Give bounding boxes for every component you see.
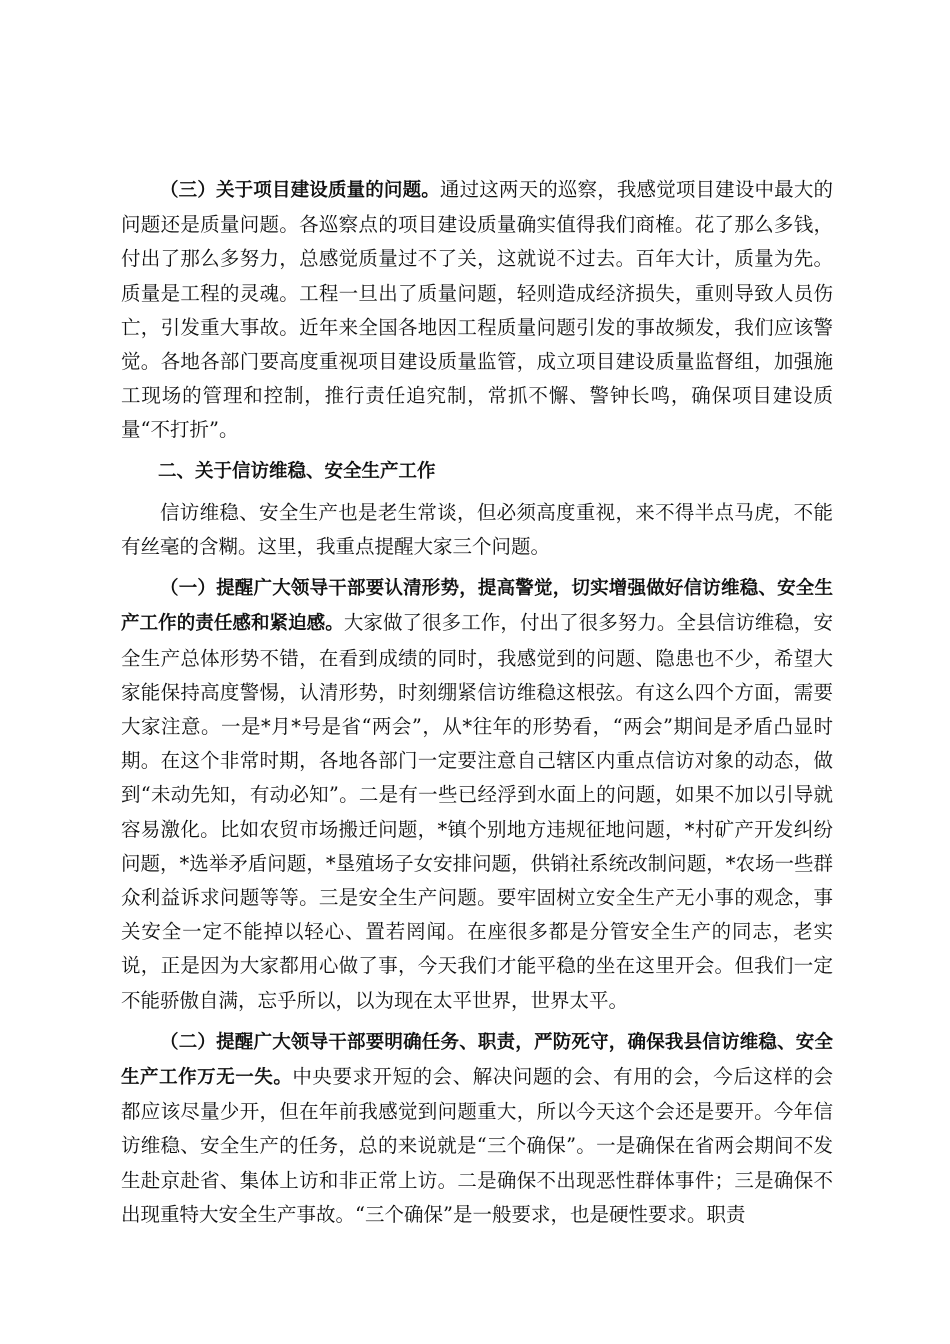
paragraph-text: 通过这两天的巡察，我感觉项目建设中最大的问题还是质量问题。各巡察点的项目建设质量确实值得我们商榷。花了那么多钱，付出了那么多努力，总感觉质量过不了关，这就说不过去。百年大计，质量为先。质量是工程的灵魂。工程一旦出了质量问题，轻则造成经济损失，重则导致人员伤亡，引发重大事故。近年来全国各地因工程质量问题引发的事故频发，我们应该警觉。各地各部门要高度重视项目建设质量监管，成立项目建设质量监督组，加强施工现场的管理和控制，推行责任追究制，常抓不懈、警钟长鸣，确保项目建设质量“不打折”。 (121, 178, 833, 442)
paragraph-text: 大家做了很多工作，付出了很多努力。全县信访维稳，安全生产总体形势不错，在看到成绩的同时，我感觉到的问题、隐患也不少，希望大家能保持高度警惕，认清形势，时刻绷紧信访维稳这根弦。有这么四个方面，需要大家注意。一是*月*号是省“两会”，从*往年的形势看，“两会”期间是矛盾凸显时期。在这个非常时期，各地各部门一定要注意自己辖区内重点信访对象的动态，做到“未动先知，有动必知”。二是有一些已经浮到水面上的问题，如果不加以引导就容易激化。比如农贸市场搬迁问题，*镇个别地方违规征地问题，*村矿产开发纠纷问题，*选举矛盾问题，*垦殖场子女安排问题，供销社系统改制问题，*农场一些群众利益诉求问题等等。三是安全生产问题。要牢固树立安全生产无小事的观念，事关安全一定不能掉以轻心、置若罔闻。在座很多都是分管安全生产的同志，老实说，正是因为大家都用心做了事，今天我们才能平稳的坐在这里开会。但我们一定不能骄傲自满，忘乎所以，以为现在太平世界，世界太平。 (121, 611, 833, 1012)
paragraph-point-two (121, 1025, 833, 1232)
document-body (121, 173, 833, 1232)
section-heading: 二、关于信访维稳、安全生产工作 (158, 460, 436, 482)
paragraph-project-quality (121, 173, 833, 448)
paragraph-lead: （一）提醒广大领导干部要认清形势，提高警觉，切实增强做好信访维稳、安全生产工作的责任感和紧迫感。 (121, 578, 833, 635)
paragraph-lead: （三）关于项目建设质量的问题。 (160, 180, 440, 201)
paragraph-point-one (121, 571, 833, 1018)
paragraph-text: 信访维稳、安全生产也是老生常谈，但必须高度重视，来不得半点马虎，不能有丝毫的含糊。这里，我重点提醒大家三个问题。 (121, 500, 833, 559)
paragraph-intro (121, 496, 833, 564)
paragraph-text: 中央要求开短的会、解决问题的会、有用的会，今后这样的会都应该尽量少开，但在年前我感觉到问题重大，所以今天这个会还是要开。今年信访维稳、安全生产的任务，总的来说就是“三个确保”。一是确保在省两会期间不发生赴京赴省、集体上访和非正常上访。二是确保不出现恶性群体事件；三是确保不出现重特大安全生产事故。“三个确保”是一般要求，也是硬性要求。职责 (121, 1065, 833, 1226)
paragraph-lead: （二）提醒广大领导干部要明确任务、职责，严防死守，确保我县信访维稳、安全生产工作万无一失。 (121, 1031, 833, 1089)
